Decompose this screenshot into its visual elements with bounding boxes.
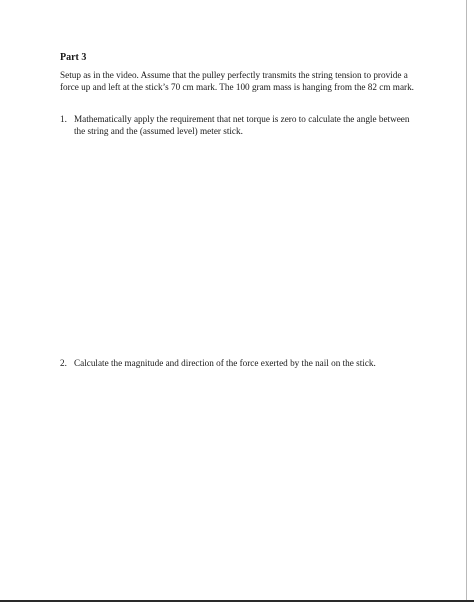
intro-line-2: force up and left at the stick’s 70 cm mark. The 100 gram mass is hanging from the 82 cm mark. [60,81,414,92]
question-1-line-2: the string and the (assumed level) meter stick. [74,125,243,136]
section-heading: Part 3 [60,52,87,63]
question-1-number: 1. [60,114,67,124]
question-1-line-1: Mathematically apply the requirement that net torque is zero to calculate the angle between [74,114,410,124]
question-2-number: 2. [60,358,67,368]
intro-paragraph [60,70,440,93]
intro-line-1: Setup as in the video. Assume that the pulley perfectly transmits the string tension to provide a [60,70,408,80]
question-1-text [74,114,434,137]
page-right-edge [466,0,467,600]
page-bottom-edge [0,600,474,602]
question-2-line-1: Calculate the magnitude and direction of the force exerted by the nail on the stick. [74,358,376,368]
question-2-text [74,358,434,370]
